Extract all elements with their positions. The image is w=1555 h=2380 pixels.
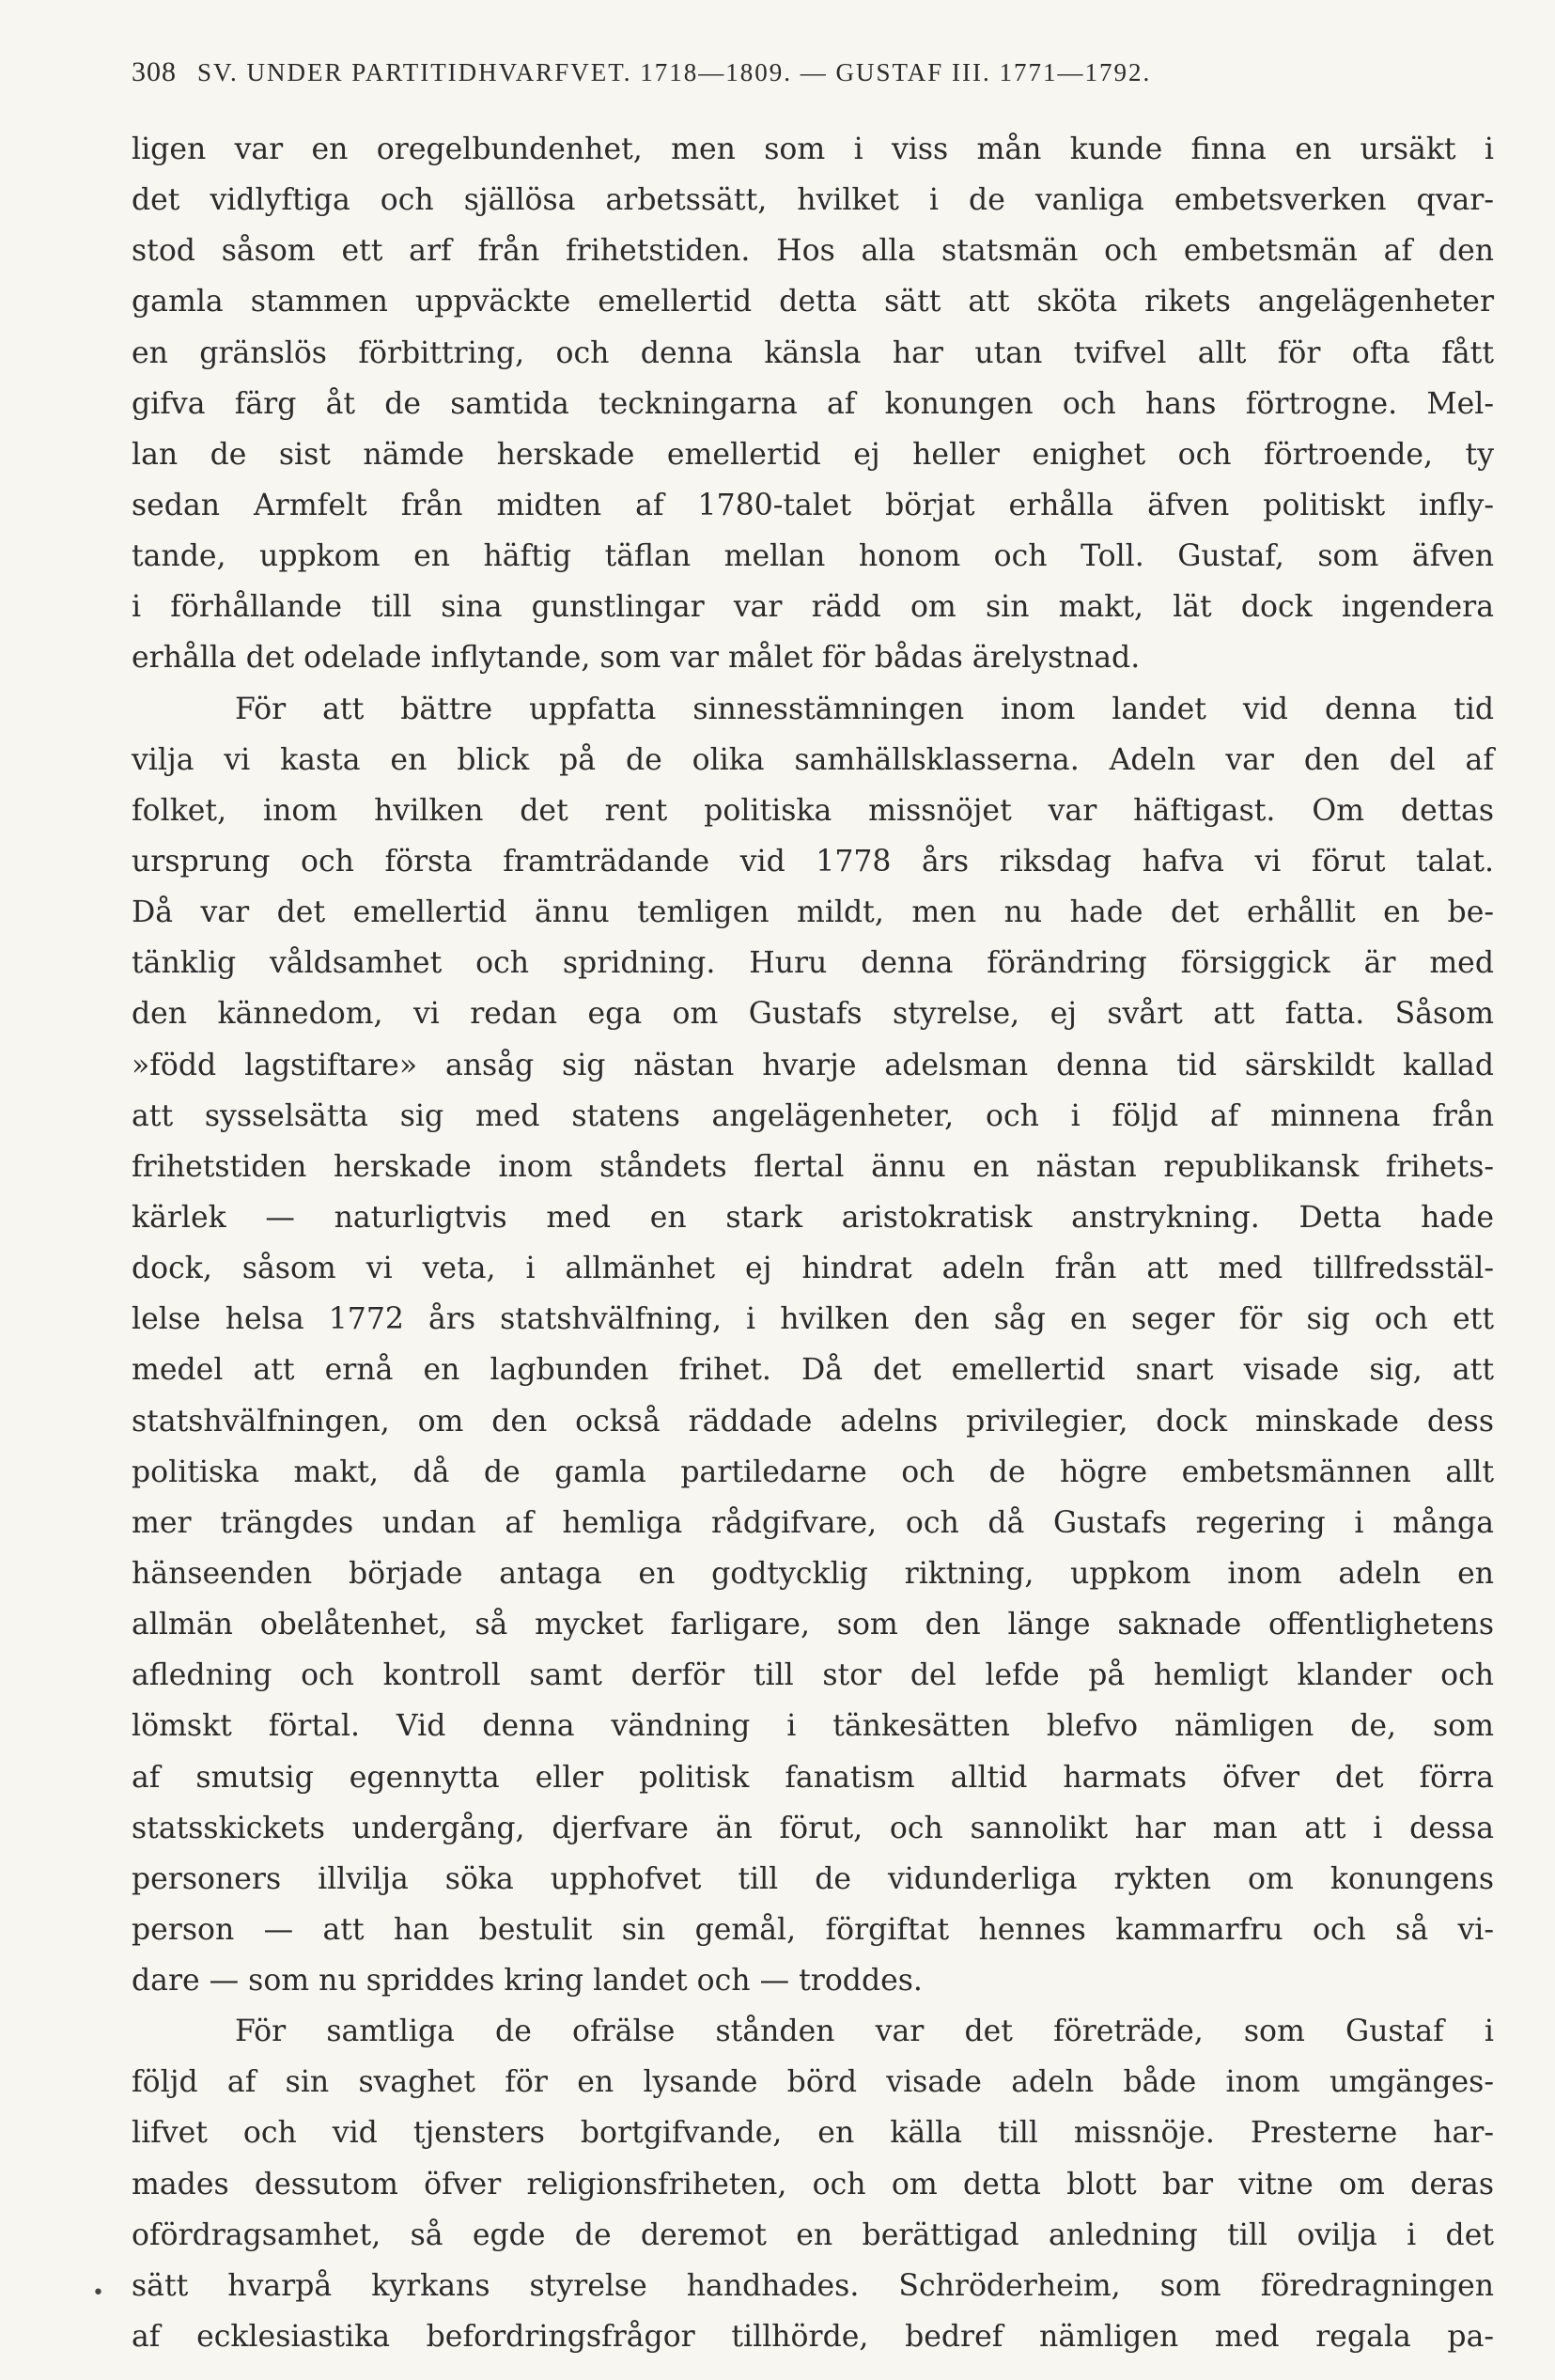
text-line: medel att ernå en lagbunden frihet. Då det emellertid snart visade sig, att [132,1353,1494,1388]
text-line: lelse helsa 1772 års statshvälfning, i hvilken den såg en seger för sig och ett [132,1302,1494,1337]
text-line: af ecklesiastika befordringsfrågor tillhörde, bedref nämligen med regala pa- [132,2320,1494,2355]
text-line: en gränslös förbittring, och denna känsla har utan tvifvel allt för ofta fått [132,335,1494,370]
text-line: af smutsig egennytta eller politisk fanatism alltid harmats öfver det förra [132,1760,1494,1795]
text-line: tänklig våldsamhet och spridning. Huru denna förändring försiggick är med [132,946,1494,981]
text-line: det vidlyftiga och själlösa arbetssätt, hvilket i de vanliga embetsverken qvar- [132,183,1494,218]
text-line: ofördragsamhet, så egde de deremot en berättigad anledning till ovilja i det [132,2217,1494,2252]
text-line: allmän obelåtenhet, så mycket farligare, som den länge saknade offentlighetens [132,1608,1494,1642]
page-number: 308 [132,56,177,87]
text-line: afledning och kontroll samt derför till stor del lefde på hemligt klander och [132,1658,1494,1693]
text-line: politiska makt, då de gamla partiledarne och de högre embetsmännen allt [132,1454,1494,1489]
text-line: dock, såsom vi veta, i allmänhet ej hindrat adeln från att med tillfredsstäl- [132,1252,1494,1286]
margin-dot: • [92,2281,104,2305]
text-line: sedan Armfelt från midten af 1780-talet börjat erhålla äfven politiskt infly- [132,488,1494,522]
text-line: statshvälfningen, om den också räddade adelns privilegier, dock minskade dess [132,1404,1494,1439]
text-line: tande, uppkom en häftig täflan mellan honom och Toll. Gustaf, som äfven [132,539,1494,574]
text-line: gifva färg åt de samtida teckningarna af konungen och hans förtrogne. Mel- [132,386,1494,421]
text-line: frihetstiden herskade inom ståndets flertal ännu en nästan republikansk frihets- [132,1149,1494,1184]
text-line: personers illvilja söka upphofvet till de vidunderliga rykten om konungens [132,1861,1494,1896]
text-line: lömskt förtal. Vid denna vändning i tänkesätten blefvo nämligen de, som [132,1709,1494,1744]
text-line: erhålla det odelade inflytande, som var målet för bådas ärelystnad. [132,641,1141,676]
text-line: hänseenden började antaga en godtycklig riktning, uppkom inom adeln en [132,1556,1494,1591]
text-line: »född lagstiftare» ansåg sig nästan hvarje adelsman denna tid särskildt kallad [132,1048,1494,1082]
running-title: SV. UNDER PARTITIDHVARFVET. 1718—1809. — GUSTAF III. 1771—1792. [197,58,1152,86]
text-line: gamla stammen uppväckte emellertid detta sätt att sköta rikets angelägenheter [132,285,1494,319]
text-line: lifvet och vid tjensters bortgifvande, en källa till missnöje. Presterne har- [132,2116,1494,2151]
text-line: lan de sist nämde herskade emellertid ej heller enighet och förtroende, ty [132,437,1494,472]
text-line: folket, inom hvilken det rent politiska missnöjet var häftigast. Om dettas [132,793,1494,828]
text-line: ligen var en oregelbundenhet, men som i viss mån kunde finna en ursäkt i [132,132,1494,166]
text-line: följd af sin svaghet för en lysande börd visade adeln både inom umgänges- [132,2065,1494,2100]
text-line: person — att han bestulit sin gemål, förgiftat hennes kammarfru och så vi- [132,1912,1494,1947]
text-line: För samtliga de ofrälse stånden var det företräde, som Gustaf i [235,2014,1494,2049]
text-line: den kännedom, vi redan ega om Gustafs styrelse, ej svårt att fatta. Såsom [132,997,1494,1032]
text-line: Då var det emellertid ännu temligen mildt, men nu hade det erhållit en be- [132,895,1494,930]
text-line: mer trängdes undan af hemliga rådgifvare, och då Gustafs regering i många [132,1505,1494,1540]
text-line: dare — som nu spriddes kring landet och — troddes. [132,1964,923,1999]
text-line: vilja vi kasta en blick på de olika samhällsklasserna. Adeln var den del af [132,742,1494,777]
text-line: statsskickets undergång, djerfvare än förut, och sannolikt har man att i dessa [132,1811,1494,1845]
text-line: att sysselsätta sig med statens angelägenheter, och i följd af minnena från [132,1098,1494,1133]
text-line: kärlek — naturligtvis med en stark aristokratisk anstrykning. Detta hade [132,1200,1494,1235]
text-line: mades dessutom öfver religionsfriheten, och om detta blott bar vitne om deras [132,2167,1494,2201]
text-line: stod såsom ett arf från frihetstiden. Hos alla statsmän och embetsmän af den [132,234,1494,269]
running-head [132,56,1447,88]
text-line: För att bättre uppfatta sinnesstämningen inom landet vid denna tid [235,692,1494,726]
text-line: sätt hvarpå kyrkans styrelse handhades. Schröderheim, som föredragningen [132,2268,1494,2303]
text-line: i förhållande till sina gunstlingar var rädd om sin makt, lät dock ingendera [132,590,1494,625]
text-line: ursprung och första framträdande vid 1778 års riksdag hafva vi förut talat. [132,844,1494,879]
body-text [132,124,1494,2362]
